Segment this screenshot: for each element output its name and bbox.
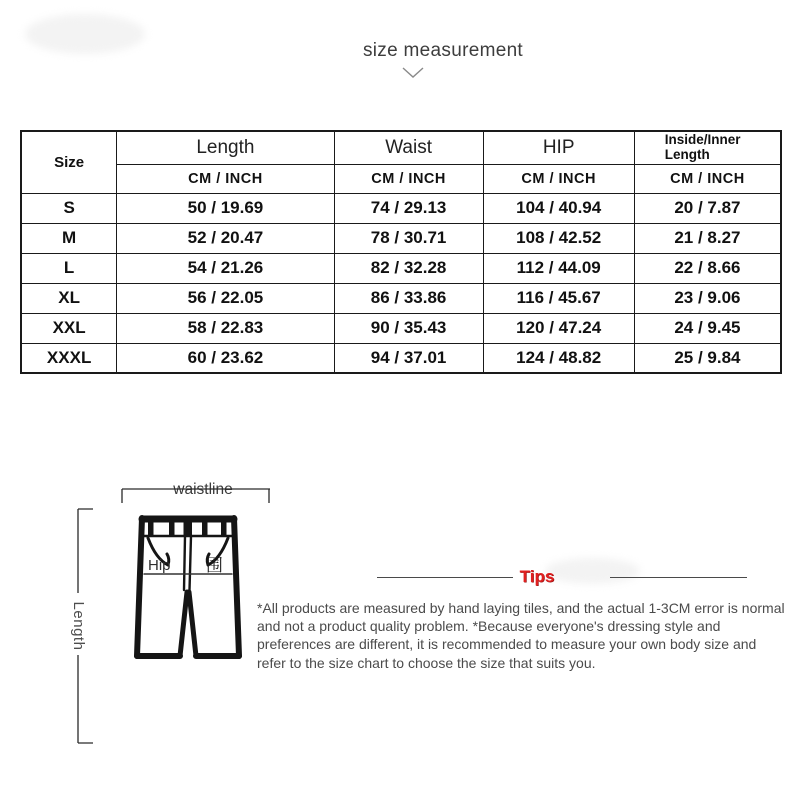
table-unit-row (21, 164, 781, 193)
unit-label: CM / INCH (634, 164, 781, 193)
waist-cell: 74 / 29.13 (334, 193, 483, 223)
size-cell: XXL (21, 313, 117, 343)
table-row (21, 343, 781, 373)
length-cell: 60 / 23.62 (117, 343, 334, 373)
unit-label: CM / INCH (334, 164, 483, 193)
length-cell: 54 / 21.26 (117, 253, 334, 283)
inner-cell: 21 / 8.27 (634, 223, 781, 253)
length-cell: 50 / 19.69 (117, 193, 334, 223)
table-row (21, 313, 781, 343)
table-header-row (21, 131, 781, 164)
hip-cell: 112 / 44.09 (483, 253, 634, 283)
table-row (21, 253, 781, 283)
unit-label: CM / INCH (117, 164, 334, 193)
col-header-hip: HIP (483, 131, 634, 164)
inner-cell: 24 / 9.45 (634, 313, 781, 343)
inner-cell: 25 / 9.84 (634, 343, 781, 373)
hip-cell: 104 / 40.94 (483, 193, 634, 223)
tips-disclaimer-text: *All products are measured by hand laying tiles, and the actual 1-3CM error is normal and not a product quality problem. *Because everyone's dressing style and preferences are different, it is recommended to measure your own body size and refer to the size chart to choose the size that suits you. (257, 600, 785, 671)
inner-cell: 22 / 8.66 (634, 253, 781, 283)
inner-cell: 20 / 7.87 (634, 193, 781, 223)
waist-cell: 78 / 30.71 (334, 223, 483, 253)
col-header-waist: Waist (334, 131, 483, 164)
waist-cell: 86 / 33.86 (334, 283, 483, 313)
inner-seams (180, 592, 196, 656)
tips-heading: Tips (519, 567, 555, 586)
hip-label: Hip (148, 557, 171, 574)
length-cell: 56 / 22.05 (117, 283, 334, 313)
chevron-down-icon (401, 66, 425, 80)
shorts-diagram (134, 512, 242, 664)
waist-cell: 94 / 37.01 (334, 343, 483, 373)
waistline-label: waistline (173, 481, 233, 498)
waist-cell: 82 / 32.28 (334, 253, 483, 283)
col-header-inner-length (634, 131, 781, 164)
table-row (21, 223, 781, 253)
unit-label: CM / INCH (483, 164, 634, 193)
hip-cell: 120 / 47.24 (483, 313, 634, 343)
outer-seams (137, 518, 239, 656)
waistline-bracket (118, 478, 280, 506)
size-cell: S (21, 193, 117, 223)
inner-cell: 23 / 9.06 (634, 283, 781, 313)
table-row (21, 283, 781, 313)
table-row (21, 193, 781, 223)
waist-cell: 90 / 35.43 (334, 313, 483, 343)
length-cell: 52 / 20.47 (117, 223, 334, 253)
col-header-size: Size (21, 131, 117, 193)
tips-divider-right (610, 577, 747, 578)
size-cell: L (21, 253, 117, 283)
page-title: size measurement (362, 40, 524, 61)
hip-cell: 108 / 42.52 (483, 223, 634, 253)
tips-divider-left (377, 577, 513, 578)
col-header-inner-length-label: Inside/Inner Length (664, 131, 741, 162)
size-cell: XXXL (21, 343, 117, 373)
hip-cell: 116 / 45.67 (483, 283, 634, 313)
length-label: Length (70, 601, 87, 651)
fly-line (184, 536, 191, 590)
hip-cell: 124 / 48.82 (483, 343, 634, 373)
hip-circumference-cn-label: 围 (206, 556, 223, 576)
watermark-smudge (25, 14, 145, 54)
size-cell: XL (21, 283, 117, 313)
length-cell: 58 / 22.83 (117, 313, 334, 343)
col-header-length: Length (117, 131, 334, 164)
size-table (20, 130, 782, 374)
size-cell: M (21, 223, 117, 253)
